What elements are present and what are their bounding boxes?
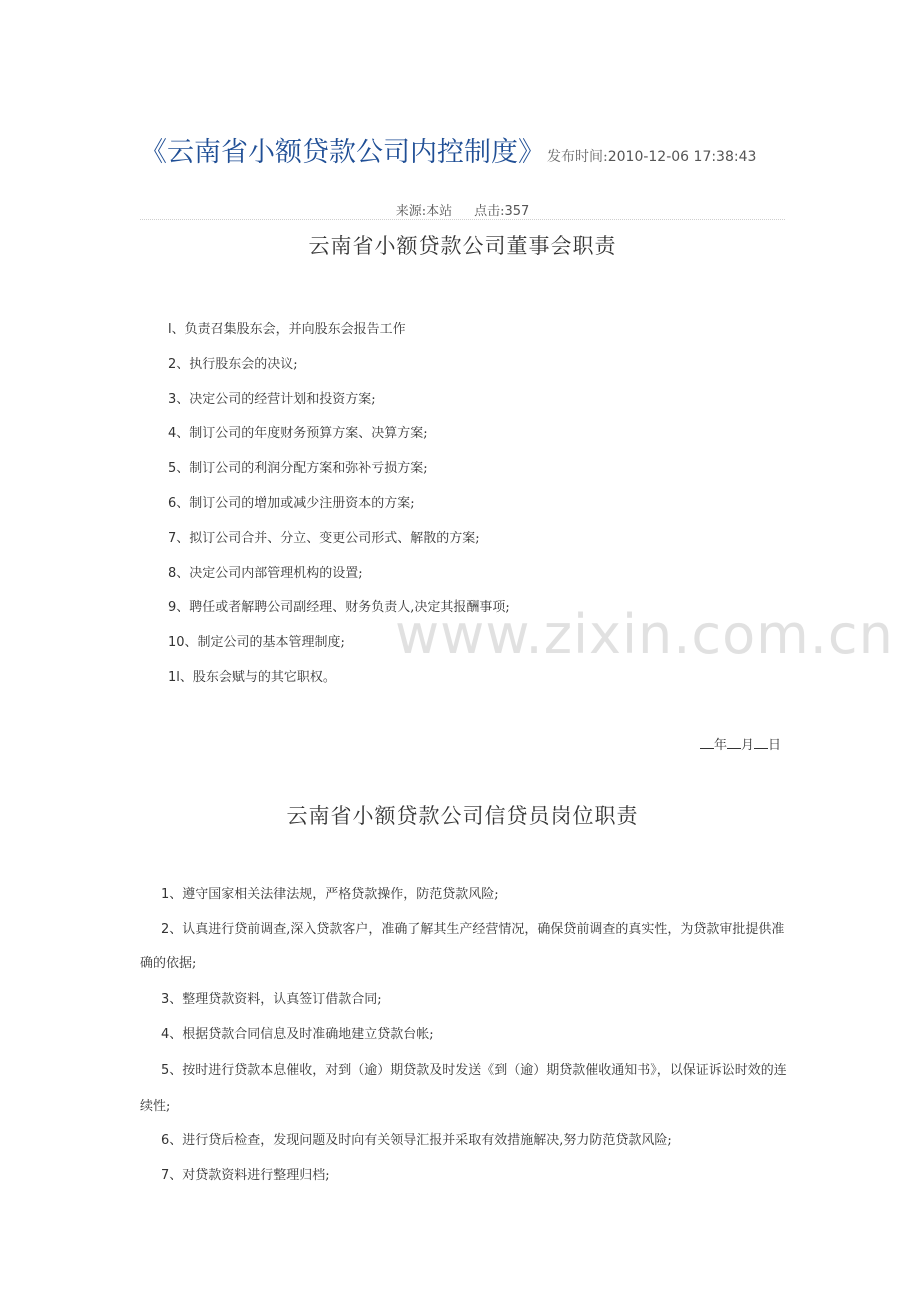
page-title: 《云南省小额贷款公司内控制度》 — [140, 137, 545, 168]
list-item: 5、制订公司的利润分配方案和弥补亏损方案; — [168, 461, 428, 476]
watermark: www.zixin.com.cn — [395, 603, 894, 666]
list-item: 7、对贷款资料进行整理归档; — [161, 1168, 330, 1183]
list-item: 8、决定公司内部管理机构的设置; — [168, 566, 363, 581]
divider — [140, 219, 785, 220]
section-heading: 云南省小额贷款公司董事会职责 — [308, 234, 617, 258]
meta-row — [140, 200, 785, 219]
list-item: 7、拟订公司合并、分立、变更公司形式、解散的方案; — [168, 531, 480, 546]
list-item: l、负责召集股东会，并向股东会报告工作 — [168, 322, 406, 337]
list-item: 2、认真进行贷前调查,深入贷款客户，准确了解其生产经营情况，确保贷前调查的真实性，为贷款审批提供准确的依据; — [140, 922, 785, 971]
list-item: 9、聘任或者解聘公司副经理、财务负责人,决定其报酬事项; — [168, 600, 510, 615]
list-item: 2、执行股东会的决议; — [168, 357, 298, 372]
source-label: 来源: — [395, 204, 427, 219]
list-item: 6、进行贷后检查，发现问题及时向有关领导汇报并采取有效措施解决,努力防范贷款风险; — [161, 1133, 672, 1148]
list-item: 3、整理贷款资料，认真签订借款合同; — [161, 992, 382, 1007]
list-item: 4、制订公司的年度财务预算方案、决算方案; — [168, 426, 428, 441]
source-value: 本站 — [426, 204, 453, 219]
section-heading: 云南省小额贷款公司信贷员岗位职责 — [286, 804, 639, 828]
clicks-label: 点击: — [474, 204, 505, 219]
list-item: 1l、股东会赋与的其它职权。 — [168, 670, 336, 685]
title-row — [140, 130, 785, 169]
list-item: 1、遵守国家相关法律法规，严格贷款操作，防范贷款风险; — [161, 887, 499, 902]
list-item: 4、根据贷款合同信息及时准确地建立贷款台帐; — [161, 1027, 434, 1042]
list-item: 3、决定公司的经营计划和投资方案; — [168, 392, 376, 407]
publish-time: 2010-12-06 17:38:43 — [607, 149, 757, 165]
list-item: 6、制订公司的增加或减少注册资本的方案; — [168, 496, 415, 511]
publish-label: 发布时间: — [547, 149, 608, 165]
list-item: 10、制定公司的基本管理制度; — [168, 635, 345, 650]
date-signature: 年 月 日 — [700, 734, 781, 753]
clicks-value: 357 — [504, 204, 530, 219]
list-item: 5、按时进行贷款本息催收，对到（逾）期贷款及时发送《到（逾）期贷款催收通知书》，以保证诉讼时效的连续性; — [140, 1063, 787, 1114]
